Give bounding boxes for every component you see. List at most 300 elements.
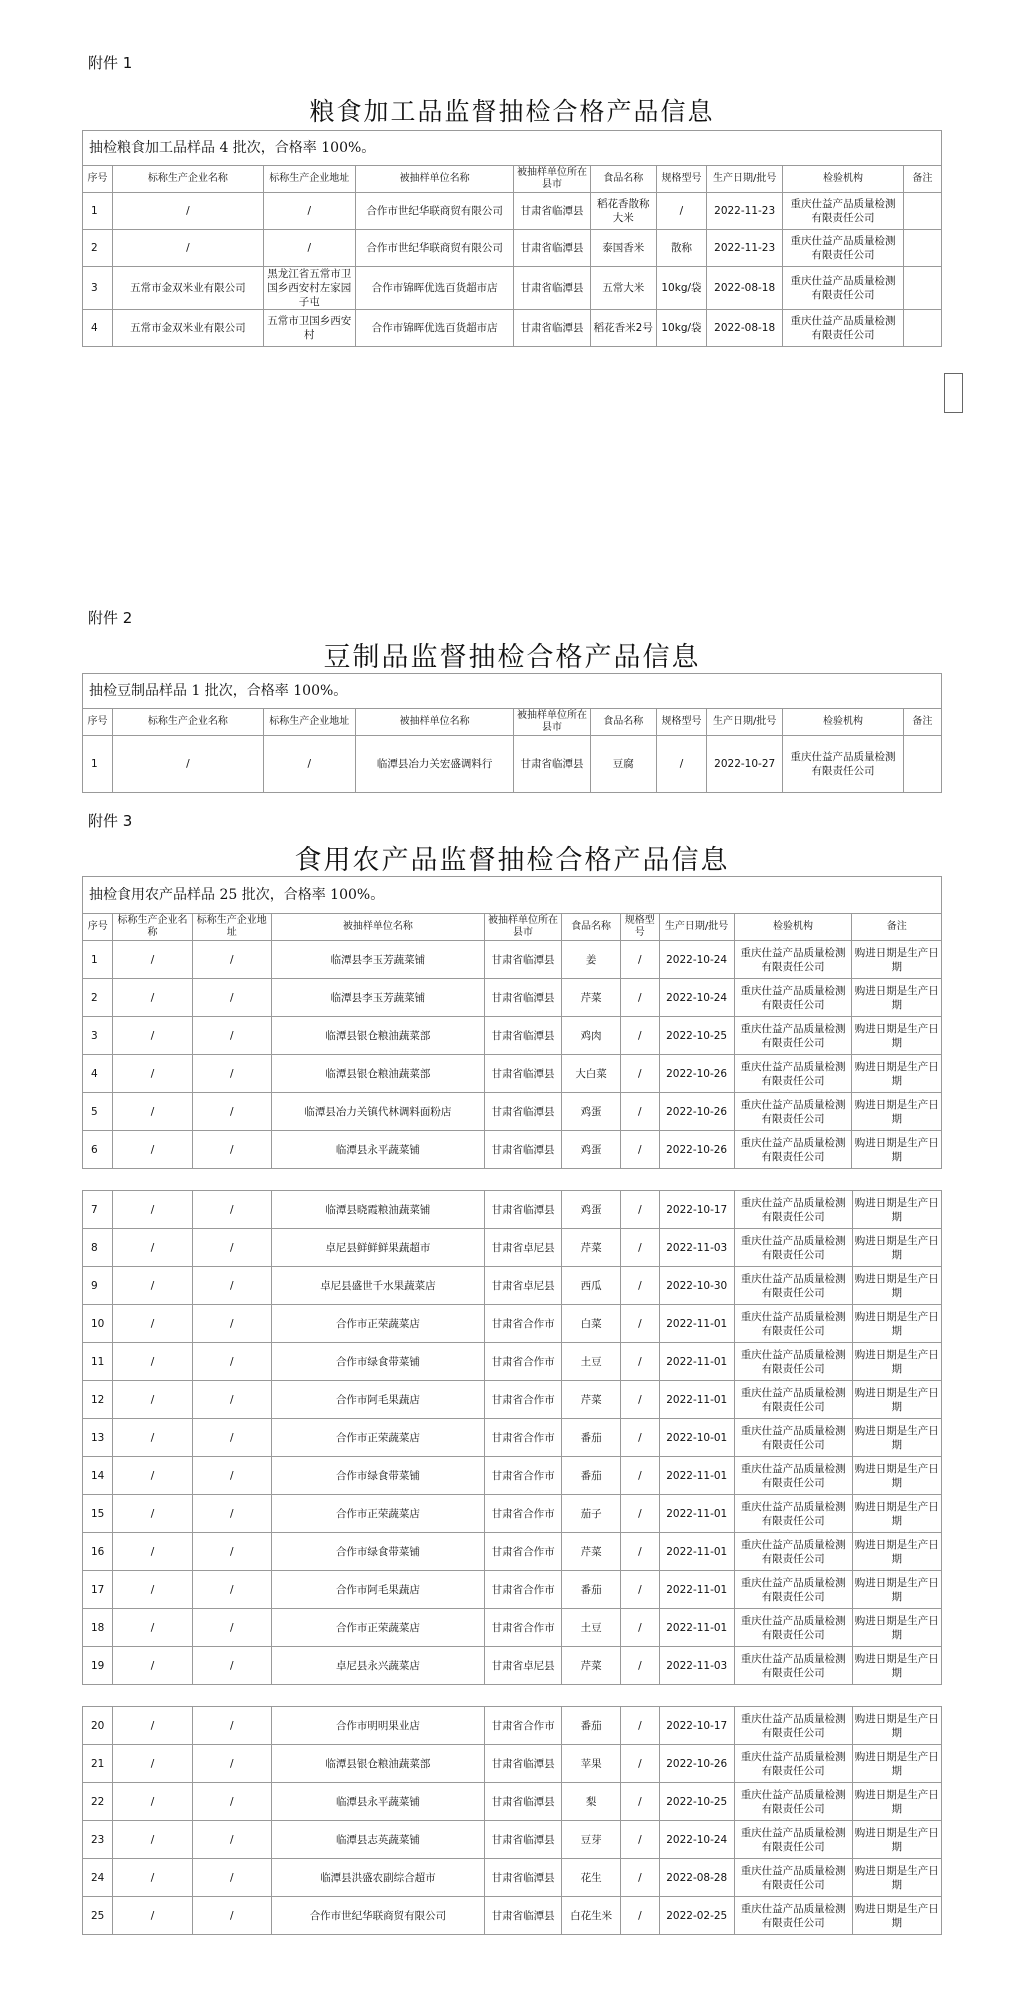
cell-sampled-county: 甘肃省临潭县 bbox=[485, 1821, 562, 1859]
cell-test-agency: 重庆仕益产品质量检测有限责任公司 bbox=[734, 1821, 852, 1859]
cell-spec: / bbox=[621, 1495, 660, 1533]
table-row bbox=[83, 1495, 942, 1533]
cell-sampled-county: 甘肃省临潭县 bbox=[484, 1017, 561, 1055]
header-food-name: 食品名称 bbox=[562, 914, 621, 941]
cell-sampled-unit: 临潭县银仓粮油蔬菜部 bbox=[271, 1017, 484, 1055]
agri-products-table-part-1 bbox=[82, 876, 942, 1169]
cell-production-date: 2022-10-17 bbox=[659, 1191, 734, 1229]
cell-food-name: 姜 bbox=[562, 941, 621, 979]
cell-seq: 4 bbox=[83, 1055, 113, 1093]
cell-producer-name: / bbox=[113, 736, 264, 793]
cell-sampled-unit: 卓尼县鲜鲜鲜果蔬超市 bbox=[271, 1229, 484, 1267]
cell-spec: / bbox=[621, 1419, 660, 1457]
header-producer-name: 标称生产企业名称 bbox=[113, 709, 264, 736]
cell-test-agency: 重庆仕益产品质量检测有限责任公司 bbox=[734, 1533, 852, 1571]
cell-food-name: 番茄 bbox=[562, 1457, 621, 1495]
cell-spec: / bbox=[621, 1093, 660, 1131]
cell-sampled-unit: 合作市锦晖优选百货超市店 bbox=[355, 267, 514, 310]
cell-test-agency: 重庆仕益产品质量检测有限责任公司 bbox=[734, 1055, 852, 1093]
cell-seq: 10 bbox=[83, 1305, 113, 1343]
cell-producer-name: / bbox=[113, 1343, 192, 1381]
cell-remark bbox=[903, 310, 941, 347]
cell-food-name: 芹菜 bbox=[562, 1381, 621, 1419]
cell-test-agency: 重庆仕益产品质量检测有限责任公司 bbox=[734, 1017, 852, 1055]
cell-food-name: 芹菜 bbox=[562, 979, 621, 1017]
table-row bbox=[83, 1131, 942, 1169]
cell-test-agency: 重庆仕益产品质量检测有限责任公司 bbox=[734, 1571, 852, 1609]
cell-producer-address: / bbox=[192, 1093, 271, 1131]
attachment-2-label: 附件 2 bbox=[88, 609, 133, 627]
cell-remark: 购进日期是生产日期 bbox=[852, 1267, 941, 1305]
cell-sampled-county: 甘肃省临潭县 bbox=[514, 267, 590, 310]
cell-producer-name: / bbox=[113, 1055, 192, 1093]
cell-spec: / bbox=[621, 1131, 660, 1169]
cell-production-date: 2022-11-23 bbox=[707, 193, 783, 230]
cell-test-agency: 重庆仕益产品质量检测有限责任公司 bbox=[734, 941, 852, 979]
header-sampled-unit: 被抽样单位名称 bbox=[271, 914, 484, 941]
cell-producer-name: / bbox=[113, 979, 192, 1017]
header-sampled-unit: 被抽样单位名称 bbox=[355, 709, 514, 736]
cell-sampled-county: 甘肃省卓尼县 bbox=[485, 1229, 562, 1267]
cell-production-date: 2022-10-27 bbox=[707, 736, 783, 793]
header-sampled-county: 被抽样单位所在县市 bbox=[514, 166, 590, 193]
cell-food-name: 鸡蛋 bbox=[562, 1093, 621, 1131]
cell-sampled-unit: 合作市绿食带菜铺 bbox=[271, 1343, 484, 1381]
cell-food-name: 五常大米 bbox=[590, 267, 656, 310]
header-test-agency: 检验机构 bbox=[783, 709, 903, 736]
cell-food-name: 豆芽 bbox=[562, 1821, 621, 1859]
cell-seq: 8 bbox=[83, 1229, 113, 1267]
cell-production-date: 2022-11-01 bbox=[659, 1571, 734, 1609]
page-marker bbox=[944, 373, 963, 413]
cell-food-name: 稻花香散称大米 bbox=[590, 193, 656, 230]
cell-producer-name: / bbox=[113, 1191, 192, 1229]
cell-test-agency: 重庆仕益产品质量检测有限责任公司 bbox=[734, 1609, 852, 1647]
cell-sampled-unit: 临潭县冶力关镇代林调料面粉店 bbox=[271, 1093, 484, 1131]
cell-spec: / bbox=[621, 1897, 660, 1935]
cell-sampled-unit: 合作市世纪华联商贸有限公司 bbox=[355, 230, 514, 267]
header-test-agency: 检验机构 bbox=[783, 166, 903, 193]
cell-production-date: 2022-10-26 bbox=[659, 1093, 734, 1131]
table-row bbox=[83, 267, 942, 310]
cell-food-name: 鸡肉 bbox=[562, 1017, 621, 1055]
cell-spec: / bbox=[621, 1017, 660, 1055]
cell-producer-name: 五常市金双米业有限公司 bbox=[113, 267, 264, 310]
header-remark: 备注 bbox=[903, 709, 941, 736]
cell-remark bbox=[903, 230, 941, 267]
cell-producer-address: / bbox=[192, 1457, 271, 1495]
cell-food-name: 番茄 bbox=[562, 1419, 621, 1457]
cell-seq: 14 bbox=[83, 1457, 113, 1495]
cell-production-date: 2022-08-18 bbox=[707, 267, 783, 310]
table-row bbox=[83, 1093, 942, 1131]
cell-food-name: 芹菜 bbox=[562, 1647, 621, 1685]
cell-remark: 购进日期是生产日期 bbox=[852, 1897, 941, 1935]
cell-production-date: 2022-10-24 bbox=[659, 941, 734, 979]
cell-producer-name: / bbox=[113, 1017, 192, 1055]
header-producer-name: 标称生产企业名称 bbox=[113, 914, 192, 941]
cell-food-name: 花生 bbox=[562, 1859, 621, 1897]
cell-spec: / bbox=[621, 979, 660, 1017]
cell-seq: 5 bbox=[83, 1093, 113, 1131]
cell-seq: 12 bbox=[83, 1381, 113, 1419]
cell-spec: / bbox=[621, 1783, 660, 1821]
header-producer-address: 标称生产企业地址 bbox=[263, 709, 355, 736]
header-test-agency: 检验机构 bbox=[734, 914, 852, 941]
table-row bbox=[83, 1859, 942, 1897]
cell-sampled-county: 甘肃省合作市 bbox=[485, 1495, 562, 1533]
header-seq: 序号 bbox=[83, 709, 113, 736]
cell-producer-name: / bbox=[113, 1571, 192, 1609]
cell-producer-address: / bbox=[192, 1897, 271, 1935]
cell-producer-address: / bbox=[192, 1343, 271, 1381]
header-spec: 规格型号 bbox=[656, 166, 706, 193]
cell-producer-address: / bbox=[192, 1419, 271, 1457]
cell-sampled-county: 甘肃省临潭县 bbox=[485, 1745, 562, 1783]
cell-seq: 3 bbox=[83, 1017, 113, 1055]
header-production-date: 生产日期/批号 bbox=[707, 166, 783, 193]
cell-remark: 购进日期是生产日期 bbox=[852, 1745, 941, 1783]
header-producer-address: 标称生产企业地址 bbox=[263, 166, 355, 193]
cell-seq: 4 bbox=[83, 310, 113, 347]
table-row bbox=[83, 1707, 942, 1745]
cell-spec: / bbox=[621, 1267, 660, 1305]
table-row bbox=[83, 1419, 942, 1457]
summary-text: 抽检食用农产品样品 25 批次，合格率 100%。 bbox=[83, 877, 942, 914]
cell-seq: 1 bbox=[83, 941, 113, 979]
cell-test-agency: 重庆仕益产品质量检测有限责任公司 bbox=[783, 267, 903, 310]
table-row bbox=[83, 1305, 942, 1343]
cell-producer-address: 黑龙江省五常市卫国乡西安村左家园子屯 bbox=[263, 267, 355, 310]
grain-products-table bbox=[82, 130, 942, 347]
cell-seq: 6 bbox=[83, 1131, 113, 1169]
cell-test-agency: 重庆仕益产品质量检测有限责任公司 bbox=[734, 1897, 852, 1935]
cell-production-date: 2022-08-18 bbox=[707, 310, 783, 347]
cell-test-agency: 重庆仕益产品质量检测有限责任公司 bbox=[734, 1267, 852, 1305]
table-row bbox=[83, 1017, 942, 1055]
cell-spec: / bbox=[621, 1191, 660, 1229]
cell-producer-address: / bbox=[192, 1191, 271, 1229]
header-food-name: 食品名称 bbox=[590, 166, 656, 193]
cell-spec: / bbox=[621, 1859, 660, 1897]
cell-sampled-unit: 合作市锦晖优选百货超市店 bbox=[355, 310, 514, 347]
cell-spec: / bbox=[621, 1609, 660, 1647]
cell-remark: 购进日期是生产日期 bbox=[852, 1707, 941, 1745]
cell-sampled-unit: 合作市绿食带菜铺 bbox=[271, 1457, 484, 1495]
cell-production-date: 2022-10-25 bbox=[659, 1783, 734, 1821]
cell-sampled-unit: 合作市明明果业店 bbox=[271, 1707, 484, 1745]
cell-producer-address: / bbox=[192, 1609, 271, 1647]
cell-production-date: 2022-10-26 bbox=[659, 1131, 734, 1169]
cell-remark: 购进日期是生产日期 bbox=[852, 1495, 941, 1533]
attachment-3-label: 附件 3 bbox=[88, 812, 133, 830]
cell-food-name: 土豆 bbox=[562, 1343, 621, 1381]
table-row bbox=[83, 193, 942, 230]
table-row bbox=[83, 1457, 942, 1495]
cell-test-agency: 重庆仕益产品质量检测有限责任公司 bbox=[734, 1783, 852, 1821]
cell-food-name: 西瓜 bbox=[562, 1267, 621, 1305]
header-producer-address: 标称生产企业地址 bbox=[192, 914, 271, 941]
cell-food-name: 大白菜 bbox=[562, 1055, 621, 1093]
cell-spec: 散称 bbox=[656, 230, 706, 267]
cell-seq: 17 bbox=[83, 1571, 113, 1609]
cell-remark: 购进日期是生产日期 bbox=[852, 1305, 941, 1343]
cell-sampled-county: 甘肃省合作市 bbox=[485, 1707, 562, 1745]
cell-producer-name: / bbox=[113, 1859, 192, 1897]
cell-food-name: 芹菜 bbox=[562, 1533, 621, 1571]
cell-sampled-county: 甘肃省临潭县 bbox=[514, 310, 590, 347]
cell-food-name: 泰国香米 bbox=[590, 230, 656, 267]
header-producer-name: 标称生产企业名称 bbox=[113, 166, 264, 193]
cell-producer-name: / bbox=[113, 1897, 192, 1935]
table-row bbox=[83, 1609, 942, 1647]
table-row bbox=[83, 941, 942, 979]
header-remark: 备注 bbox=[852, 914, 942, 941]
table-row bbox=[83, 1533, 942, 1571]
cell-sampled-unit: 合作市世纪华联商贸有限公司 bbox=[271, 1897, 484, 1935]
cell-spec: 10kg/袋 bbox=[656, 267, 706, 310]
cell-sampled-county: 甘肃省临潭县 bbox=[484, 1131, 561, 1169]
cell-production-date: 2022-11-01 bbox=[659, 1533, 734, 1571]
cell-production-date: 2022-11-23 bbox=[707, 230, 783, 267]
cell-producer-name: / bbox=[113, 1267, 192, 1305]
header-production-date: 生产日期/批号 bbox=[707, 709, 783, 736]
cell-test-agency: 重庆仕益产品质量检测有限责任公司 bbox=[734, 1495, 852, 1533]
cell-remark: 购进日期是生产日期 bbox=[852, 1381, 941, 1419]
cell-producer-address: / bbox=[192, 1707, 271, 1745]
soy-products-table bbox=[82, 673, 942, 793]
cell-producer-address: / bbox=[192, 1647, 271, 1685]
cell-sampled-unit: 临潭县志英蔬菜铺 bbox=[271, 1821, 484, 1859]
table-row bbox=[83, 1571, 942, 1609]
cell-remark: 购进日期是生产日期 bbox=[852, 1571, 941, 1609]
cell-seq: 23 bbox=[83, 1821, 113, 1859]
header-spec: 规格型号 bbox=[656, 709, 706, 736]
cell-food-name: 鸡蛋 bbox=[562, 1131, 621, 1169]
cell-producer-name: / bbox=[113, 1609, 192, 1647]
cell-producer-address: 五常市卫国乡西安村 bbox=[263, 310, 355, 347]
cell-producer-name: 五常市金双米业有限公司 bbox=[113, 310, 264, 347]
cell-sampled-county: 甘肃省合作市 bbox=[485, 1343, 562, 1381]
cell-test-agency: 重庆仕益产品质量检测有限责任公司 bbox=[734, 1305, 852, 1343]
cell-production-date: 2022-10-01 bbox=[659, 1419, 734, 1457]
cell-remark: 购进日期是生产日期 bbox=[852, 1609, 941, 1647]
cell-producer-name: / bbox=[113, 1229, 192, 1267]
cell-sampled-unit: 临潭县银仓粮油蔬菜部 bbox=[271, 1745, 484, 1783]
cell-spec: / bbox=[621, 1381, 660, 1419]
cell-spec: / bbox=[621, 1707, 660, 1745]
cell-seq: 3 bbox=[83, 267, 113, 310]
cell-test-agency: 重庆仕益产品质量检测有限责任公司 bbox=[783, 193, 903, 230]
cell-test-agency: 重庆仕益产品质量检测有限责任公司 bbox=[734, 1093, 852, 1131]
cell-sampled-county: 甘肃省合作市 bbox=[485, 1533, 562, 1571]
cell-sampled-unit: 合作市正荣蔬菜店 bbox=[271, 1419, 484, 1457]
cell-producer-address: / bbox=[192, 1017, 271, 1055]
cell-producer-address: / bbox=[192, 1745, 271, 1783]
cell-production-date: 2022-11-01 bbox=[659, 1457, 734, 1495]
cell-food-name: 茄子 bbox=[562, 1495, 621, 1533]
cell-seq: 20 bbox=[83, 1707, 113, 1745]
cell-producer-address: / bbox=[263, 736, 355, 793]
cell-producer-address: / bbox=[192, 979, 271, 1017]
cell-seq: 24 bbox=[83, 1859, 113, 1897]
header-remark: 备注 bbox=[903, 166, 941, 193]
cell-sampled-county: 甘肃省合作市 bbox=[485, 1457, 562, 1495]
cell-remark: 购进日期是生产日期 bbox=[852, 1419, 941, 1457]
cell-sampled-county: 甘肃省临潭县 bbox=[485, 1859, 562, 1897]
cell-test-agency: 重庆仕益产品质量检测有限责任公司 bbox=[734, 1419, 852, 1457]
cell-food-name: 芹菜 bbox=[562, 1229, 621, 1267]
cell-production-date: 2022-10-24 bbox=[659, 1821, 734, 1859]
cell-sampled-unit: 卓尼县永兴蔬菜店 bbox=[271, 1647, 484, 1685]
cell-food-name: 豆腐 bbox=[590, 736, 656, 793]
cell-production-date: 2022-11-01 bbox=[659, 1343, 734, 1381]
cell-spec: / bbox=[621, 1229, 660, 1267]
cell-sampled-unit: 合作市正荣蔬菜店 bbox=[271, 1609, 484, 1647]
cell-test-agency: 重庆仕益产品质量检测有限责任公司 bbox=[783, 310, 903, 347]
cell-remark: 购进日期是生产日期 bbox=[852, 1229, 941, 1267]
cell-sampled-unit: 临潭县李玉芳蔬菜铺 bbox=[271, 979, 484, 1017]
cell-sampled-unit: 临潭县洪盛农副综合超市 bbox=[271, 1859, 484, 1897]
cell-producer-address: / bbox=[192, 1495, 271, 1533]
cell-producer-name: / bbox=[113, 1131, 192, 1169]
cell-production-date: 2022-08-28 bbox=[659, 1859, 734, 1897]
cell-sampled-unit: 临潭县冶力关宏盛调料行 bbox=[355, 736, 514, 793]
cell-sampled-unit: 临潭县李玉芳蔬菜铺 bbox=[271, 941, 484, 979]
cell-seq: 11 bbox=[83, 1343, 113, 1381]
table-row bbox=[83, 1381, 942, 1419]
cell-spec: / bbox=[621, 1647, 660, 1685]
cell-producer-address: / bbox=[192, 1267, 271, 1305]
cell-sampled-unit: 合作市世纪华联商贸有限公司 bbox=[355, 193, 514, 230]
cell-producer-address: / bbox=[192, 1533, 271, 1571]
table-row bbox=[83, 1897, 942, 1935]
table-row bbox=[83, 1745, 942, 1783]
table-row bbox=[83, 1229, 942, 1267]
attachment-1-label: 附件 1 bbox=[88, 54, 133, 72]
cell-test-agency: 重庆仕益产品质量检测有限责任公司 bbox=[734, 1343, 852, 1381]
cell-sampled-county: 甘肃省卓尼县 bbox=[485, 1267, 562, 1305]
cell-production-date: 2022-02-25 bbox=[659, 1897, 734, 1935]
cell-sampled-unit: 合作市绿食带菜铺 bbox=[271, 1533, 484, 1571]
cell-food-name: 鸡蛋 bbox=[562, 1191, 621, 1229]
cell-remark bbox=[903, 736, 941, 793]
cell-producer-name: / bbox=[113, 1093, 192, 1131]
cell-production-date: 2022-10-26 bbox=[659, 1745, 734, 1783]
cell-producer-address: / bbox=[192, 1859, 271, 1897]
cell-food-name: 土豆 bbox=[562, 1609, 621, 1647]
cell-test-agency: 重庆仕益产品质量检测有限责任公司 bbox=[734, 1381, 852, 1419]
cell-remark: 购进日期是生产日期 bbox=[852, 1821, 941, 1859]
cell-sampled-county: 甘肃省卓尼县 bbox=[485, 1647, 562, 1685]
cell-test-agency: 重庆仕益产品质量检测有限责任公司 bbox=[783, 230, 903, 267]
cell-spec: / bbox=[621, 1821, 660, 1859]
cell-producer-name: / bbox=[113, 1707, 192, 1745]
cell-sampled-unit: 卓尼县盛世千水果蔬菜店 bbox=[271, 1267, 484, 1305]
cell-producer-address: / bbox=[192, 1055, 271, 1093]
summary-text: 抽检豆制品样品 1 批次，合格率 100%。 bbox=[83, 674, 942, 709]
cell-producer-address: / bbox=[263, 193, 355, 230]
cell-sampled-county: 甘肃省临潭县 bbox=[484, 941, 561, 979]
header-row bbox=[83, 166, 942, 193]
cell-spec: / bbox=[621, 1457, 660, 1495]
cell-spec: / bbox=[621, 1571, 660, 1609]
table-row bbox=[83, 1055, 942, 1093]
cell-sampled-unit: 临潭县永平蔬菜铺 bbox=[271, 1783, 484, 1821]
attachment-3-title: 食用农产品监督抽检合格产品信息 bbox=[294, 845, 730, 876]
cell-production-date: 2022-11-01 bbox=[659, 1495, 734, 1533]
header-row bbox=[83, 914, 942, 941]
table-row bbox=[83, 1783, 942, 1821]
table-row bbox=[83, 310, 942, 347]
cell-seq: 2 bbox=[83, 230, 113, 267]
cell-spec: / bbox=[621, 1055, 660, 1093]
cell-spec: / bbox=[656, 736, 706, 793]
cell-remark: 购进日期是生产日期 bbox=[852, 1343, 941, 1381]
cell-production-date: 2022-11-01 bbox=[659, 1305, 734, 1343]
cell-seq: 22 bbox=[83, 1783, 113, 1821]
header-sampled-unit: 被抽样单位名称 bbox=[355, 166, 514, 193]
cell-seq: 18 bbox=[83, 1609, 113, 1647]
cell-production-date: 2022-10-24 bbox=[659, 979, 734, 1017]
cell-producer-name: / bbox=[113, 1647, 192, 1685]
cell-remark bbox=[903, 193, 941, 230]
cell-production-date: 2022-11-03 bbox=[659, 1229, 734, 1267]
cell-remark: 购进日期是生产日期 bbox=[852, 1131, 942, 1169]
cell-seq: 1 bbox=[83, 736, 113, 793]
table-row bbox=[83, 979, 942, 1017]
table-row bbox=[83, 230, 942, 267]
cell-production-date: 2022-10-30 bbox=[659, 1267, 734, 1305]
cell-sampled-county: 甘肃省临潭县 bbox=[484, 1055, 561, 1093]
cell-seq: 1 bbox=[83, 193, 113, 230]
cell-production-date: 2022-10-25 bbox=[659, 1017, 734, 1055]
cell-sampled-county: 甘肃省临潭县 bbox=[514, 736, 590, 793]
cell-producer-address: / bbox=[192, 1229, 271, 1267]
cell-seq: 21 bbox=[83, 1745, 113, 1783]
cell-sampled-county: 甘肃省临潭县 bbox=[514, 193, 590, 230]
cell-seq: 13 bbox=[83, 1419, 113, 1457]
cell-test-agency: 重庆仕益产品质量检测有限责任公司 bbox=[734, 1131, 852, 1169]
cell-remark: 购进日期是生产日期 bbox=[852, 941, 942, 979]
cell-remark: 购进日期是生产日期 bbox=[852, 1017, 942, 1055]
cell-remark: 购进日期是生产日期 bbox=[852, 1783, 941, 1821]
cell-spec: / bbox=[621, 1745, 660, 1783]
cell-sampled-county: 甘肃省合作市 bbox=[485, 1419, 562, 1457]
cell-sampled-county: 甘肃省临潭县 bbox=[484, 1093, 561, 1131]
cell-test-agency: 重庆仕益产品质量检测有限责任公司 bbox=[783, 736, 903, 793]
cell-food-name: 白菜 bbox=[562, 1305, 621, 1343]
cell-sampled-county: 甘肃省合作市 bbox=[485, 1381, 562, 1419]
table-row bbox=[83, 1267, 942, 1305]
cell-producer-name: / bbox=[113, 1419, 192, 1457]
cell-producer-name: / bbox=[113, 1821, 192, 1859]
cell-sampled-county: 甘肃省合作市 bbox=[485, 1571, 562, 1609]
cell-test-agency: 重庆仕益产品质量检测有限责任公司 bbox=[734, 1191, 852, 1229]
cell-spec: / bbox=[621, 1305, 660, 1343]
cell-remark: 购进日期是生产日期 bbox=[852, 1533, 941, 1571]
cell-remark: 购进日期是生产日期 bbox=[852, 1093, 942, 1131]
cell-sampled-county: 甘肃省合作市 bbox=[485, 1305, 562, 1343]
table-row bbox=[83, 1647, 942, 1685]
cell-producer-name: / bbox=[113, 193, 264, 230]
cell-sampled-unit: 临潭县银仓粮油蔬菜部 bbox=[271, 1055, 484, 1093]
cell-spec: / bbox=[656, 193, 706, 230]
cell-sampled-county: 甘肃省临潭县 bbox=[485, 1191, 562, 1229]
cell-production-date: 2022-11-01 bbox=[659, 1381, 734, 1419]
cell-sampled-county: 甘肃省合作市 bbox=[485, 1609, 562, 1647]
cell-producer-name: / bbox=[113, 1533, 192, 1571]
